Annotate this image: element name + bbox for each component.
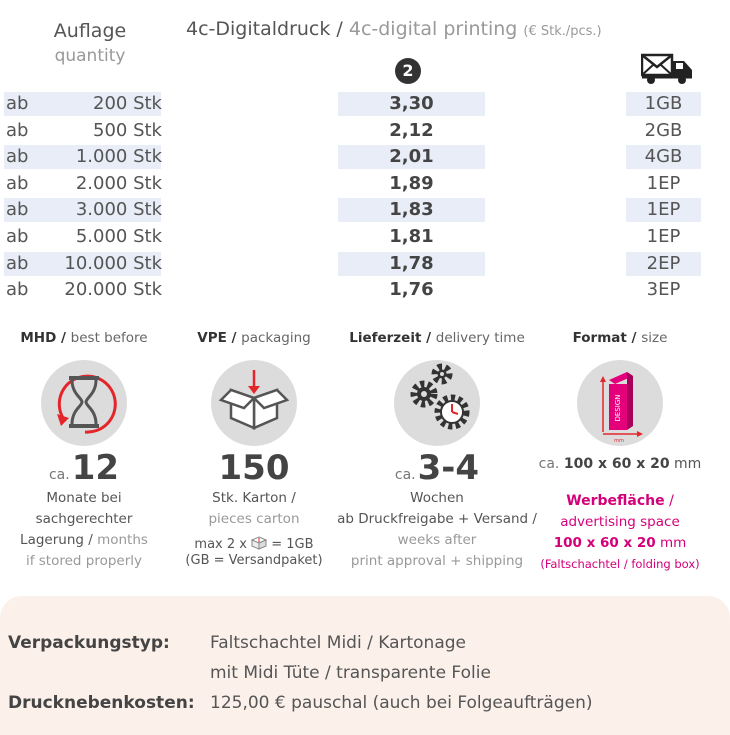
price-row	[0, 251, 730, 278]
quantity-prefix: ab	[6, 199, 29, 221]
unit-price: 3,30	[389, 93, 434, 114]
best-before-line4: if stored properly	[25, 553, 143, 569]
packaging-type-row	[8, 629, 466, 657]
title-unit: (€ Stk./pcs.)	[523, 24, 602, 39]
box-circle	[211, 360, 297, 446]
quantity-value: 200 Stk	[93, 93, 162, 114]
best-before-line3: Lagerung / months	[20, 532, 148, 548]
hourglass-circle	[41, 360, 127, 446]
shipping-unit: 1EP	[646, 199, 681, 221]
advertising-title: Werbefläche /	[566, 493, 674, 509]
price-row	[0, 91, 730, 118]
quantity-value: 10.000 Stk	[64, 252, 162, 274]
quantity-prefix: ab	[6, 252, 29, 274]
shipping-unit: 1EP	[646, 172, 681, 194]
title-de: 4c-Digitaldruck	[186, 18, 331, 40]
quantity-header-de: Auflage	[53, 20, 127, 42]
delivery-time-title: Lieferzeit / delivery time	[349, 330, 525, 346]
format-title: Format / size	[572, 330, 668, 346]
format-circle	[577, 360, 663, 446]
advertising-en: advertising space	[560, 514, 680, 530]
envelope-truck-icon	[641, 52, 695, 86]
quantity-value: 1.000 Stk	[75, 146, 162, 168]
packaging-value: 150	[218, 448, 290, 488]
packaging-type-value-1: Faltschachtel Midi / Kartonage	[210, 633, 466, 653]
price-row	[0, 197, 730, 224]
format-icon-label: DESIGN	[614, 394, 622, 422]
quantity-value: 2.000 Stk	[75, 172, 162, 194]
title-separator: /	[330, 18, 349, 40]
quantity-prefix: ab	[6, 279, 29, 301]
unit-price: 2,01	[389, 146, 434, 168]
price-row	[0, 118, 730, 145]
shipping-unit: 2GB	[644, 119, 683, 141]
info-delivery-time	[337, 328, 537, 572]
title-en: 4c-digital printing	[348, 18, 518, 40]
packaging-line1: Stk. Karton /	[212, 490, 296, 506]
price-row	[0, 171, 730, 198]
quantity-prefix: ab	[6, 93, 29, 114]
shipping-unit: 3EP	[646, 279, 681, 301]
price-row	[0, 144, 730, 171]
quantity-prefix: ab	[6, 119, 29, 141]
unit-price: 1,76	[389, 279, 434, 301]
shipping-unit: 2EP	[646, 252, 681, 274]
advertising-note: (Faltschachtel / folding box)	[540, 557, 700, 571]
packaging-type-label: Verpackungstyp:	[8, 633, 170, 653]
price-row	[0, 224, 730, 251]
info-packaging	[154, 328, 354, 569]
info-format	[520, 328, 720, 575]
packaging-title: VPE / packaging	[197, 330, 311, 346]
format-icon-unit: mm	[614, 438, 624, 444]
delivery-line2: ab Druckfreigabe + Versand /	[337, 511, 537, 527]
unit-price: 2,12	[389, 119, 434, 141]
delivery-line3: weeks after	[397, 532, 477, 548]
unit-price: 1,78	[389, 252, 434, 274]
best-before-line2: sachgerechter	[35, 511, 133, 527]
format-box-icon	[577, 360, 663, 446]
quantity-value: 5.000 Stk	[75, 225, 162, 247]
price-row	[0, 277, 730, 304]
quantity-prefix: ab	[6, 172, 29, 194]
price-table	[0, 91, 730, 304]
best-before-line1: Monate bei	[46, 490, 122, 506]
shipping-unit: 1GB	[644, 93, 683, 114]
unit-price: 1,83	[389, 199, 434, 221]
delivery-time-value: ca.3-4	[394, 448, 480, 488]
delivery-line1: Wochen	[410, 490, 464, 506]
packaging-type-value-2: mit Midi Tüte / transparente Folie	[210, 663, 491, 683]
unit-price: 1,81	[389, 225, 434, 247]
packaging-line2: pieces carton	[208, 511, 300, 527]
quantity-value: 500 Stk	[93, 119, 162, 141]
open-box-icon	[211, 360, 297, 446]
quantity-header-en: quantity	[54, 46, 126, 66]
specs-panel	[0, 596, 730, 735]
quantity-prefix: ab	[6, 225, 29, 247]
print-costs-label: Drucknebenkosten:	[8, 693, 195, 713]
column-number-badge: 2	[395, 58, 421, 84]
packaging-line3: max 2 x = 1GB	[194, 537, 314, 552]
packaging-line4: (GB = Versandpaket)	[185, 553, 323, 568]
best-before-value: ca.12	[48, 448, 120, 488]
format-size: ca. 100 x 60 x 20 mm	[538, 456, 702, 472]
advertising-size: 100 x 60 x 20 mm	[553, 535, 687, 551]
quantity-value: 20.000 Stk	[64, 279, 162, 301]
quantity-prefix: ab	[6, 146, 29, 168]
shipping-unit: 4GB	[644, 146, 683, 168]
price-column-title	[186, 16, 602, 45]
print-costs-row	[8, 689, 593, 717]
quantity-header	[30, 18, 150, 68]
print-costs-value: 125,00 € pauschal (auch bei Folgeaufträgen)	[210, 693, 593, 713]
unit-price: 1,89	[389, 172, 434, 194]
gears-circle	[394, 360, 480, 446]
small-box-icon	[251, 536, 267, 550]
gears-clock-icon	[394, 360, 480, 446]
shipping-unit: 1EP	[646, 225, 681, 247]
delivery-line4: print approval + shipping	[350, 553, 524, 569]
quantity-value: 3.000 Stk	[75, 199, 162, 221]
best-before-title: MHD / best before	[20, 330, 148, 346]
hourglass-icon	[41, 360, 127, 446]
